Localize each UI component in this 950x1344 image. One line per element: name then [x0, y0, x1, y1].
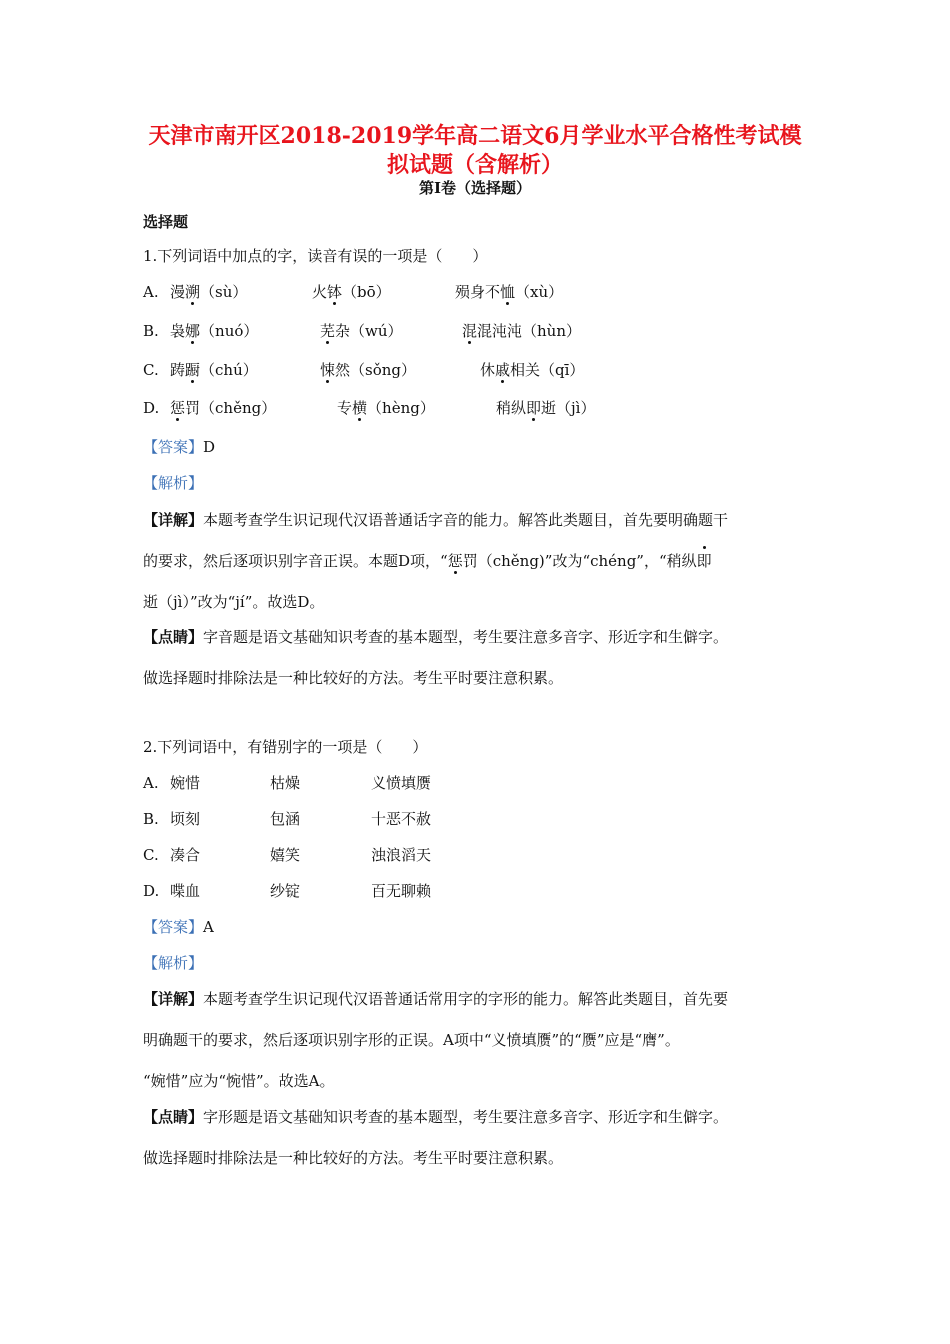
- tip-tag: 【点睛】: [143, 628, 204, 646]
- dotted-char: 惩: [447, 552, 463, 570]
- option-word: 纱锭: [270, 882, 301, 900]
- option-word: 义愤填赝: [371, 774, 432, 792]
- option-word: [320, 321, 403, 341]
- option-word: 凑合: [170, 846, 201, 864]
- option-word: [480, 360, 584, 380]
- q1-stem: 1.下列词语中加点的字，读音有误的一项是（ ）: [143, 247, 488, 265]
- q2-tip-line-2: 做选择题时排除法是一种比较好的方法。考生平时要注意积累。: [143, 1149, 564, 1167]
- title-line-1: 天津市南开区2018-2019学年高二语文6月学业水平合格性考试模: [148, 123, 802, 149]
- option-word: [455, 282, 563, 302]
- option-word: [170, 282, 247, 302]
- q2-detail-line-1: [143, 989, 728, 1009]
- dotted-char: 溯: [185, 283, 201, 301]
- answer-value: D: [203, 438, 216, 456]
- q1-detail-line-2: [143, 551, 712, 571]
- option-letter: C.: [143, 846, 159, 864]
- detail-text-a: 的要求，然后逐项识别字音正误。本题D项，“: [143, 552, 448, 570]
- q1-tip-line-1: [143, 627, 728, 647]
- word-part: （sù）: [200, 283, 248, 301]
- word-part: （chú）: [200, 361, 258, 379]
- detail-text-b: 罚（chěng)”改为“chéng”，“稍纵: [462, 552, 697, 570]
- q2-tip-line-1: [143, 1107, 728, 1127]
- option-word: 十恶不赦: [371, 810, 432, 828]
- question-type-heading: 选择题: [143, 213, 189, 231]
- word-part: 殒身不: [455, 283, 501, 301]
- q2-analysis-tag: 【解析】: [143, 954, 204, 972]
- detail-tag: 【详解】: [143, 511, 204, 529]
- detail-tag: 【详解】: [143, 990, 204, 1008]
- option-word: 顷刻: [170, 810, 201, 828]
- word-part: 杂（wú）: [335, 322, 403, 340]
- title-line-2: 拟试题（含解析）: [386, 152, 563, 178]
- word-part: 休: [480, 361, 496, 379]
- dotted-char: 蹰: [185, 361, 201, 379]
- option-letter: B.: [143, 322, 159, 340]
- q2-answer: [143, 917, 214, 937]
- option-letter: A.: [143, 774, 159, 792]
- q2-detail-line-3: “婉惜”应为“惋惜”。故选A。: [143, 1072, 335, 1090]
- dotted-char: 戚: [495, 361, 511, 379]
- option-word: 婉惜: [170, 774, 201, 792]
- option-letter: D.: [143, 399, 160, 417]
- q2-detail-line-2: 明确题干的要求，然后逐项识别字形的正误。A项中“义愤填赝”的“赝”应是“膺”。: [143, 1031, 680, 1049]
- option-word: [170, 321, 258, 341]
- word-part: 罚（chěng）: [185, 399, 277, 417]
- q1-tip-line-2: 做选择题时排除法是一种比较好的方法。考生平时要注意积累。: [143, 669, 564, 687]
- option-word: [496, 398, 595, 418]
- word-part: 踌: [170, 361, 186, 379]
- word-part: （bō）: [342, 283, 391, 301]
- dotted-char: 即: [696, 552, 712, 570]
- word-part: （nuó）: [200, 322, 259, 340]
- detail-text: 本题考查学生识记现代汉语普通话字音的能力。解答此类题目，首先要明确题干: [203, 511, 729, 529]
- word-part: 袅: [170, 322, 186, 340]
- document-title: [100, 122, 850, 180]
- tip-text: 字音题是语文基础知识考查的基本题型，考生要注意多音字、形近字和生僻字。: [203, 628, 729, 646]
- dotted-char: 即: [526, 399, 542, 417]
- word-part: （hèng）: [367, 399, 435, 417]
- answer-tag: 【答案】: [143, 438, 204, 456]
- option-word: [337, 398, 435, 418]
- option-word: 百无聊赖: [371, 882, 432, 900]
- section-title: 第Ⅰ卷（选择题）: [418, 179, 532, 197]
- option-word: [312, 282, 391, 302]
- dotted-char: 娜: [185, 322, 201, 340]
- option-word: 喋血: [170, 882, 201, 900]
- q2-stem: 2.下列词语中，有错别字的一项是（ ）: [143, 738, 428, 756]
- q1-answer: [143, 437, 215, 457]
- q1-detail-line-3: 逝（jì）”改为“jí”。故选D。: [143, 593, 325, 611]
- dotted-char: 悚: [320, 361, 336, 379]
- option-word: 枯燥: [270, 774, 301, 792]
- dotted-char: 钵: [327, 283, 343, 301]
- dotted-char: 混: [462, 322, 478, 340]
- dotted-char: 横: [352, 399, 368, 417]
- q1-detail-line-1: [143, 510, 728, 530]
- word-part: 火: [312, 283, 328, 301]
- option-letter: A.: [143, 283, 159, 301]
- answer-value: A: [203, 918, 214, 936]
- option-word: [170, 398, 276, 418]
- option-word: [320, 360, 416, 380]
- word-part: 漫: [170, 283, 186, 301]
- word-part: 稍纵: [496, 399, 527, 417]
- q1-analysis-tag: 【解析】: [143, 474, 204, 492]
- word-part: 相关（qī）: [510, 361, 585, 379]
- detail-text: 本题考查学生识记现代汉语普通话常用字的字形的能力。解答此类题目，首先要: [203, 990, 729, 1008]
- option-word: 嬉笑: [270, 846, 301, 864]
- option-word: 包涵: [270, 810, 301, 828]
- option-word: [462, 321, 581, 341]
- word-part: 然（sǒng）: [335, 361, 417, 379]
- answer-tag: 【答案】: [143, 918, 204, 936]
- option-letter: B.: [143, 810, 159, 828]
- word-part: 逝（jì）: [541, 399, 596, 417]
- option-word: [170, 360, 258, 380]
- word-part: 混沌沌（hùn）: [477, 322, 581, 340]
- option-letter: C.: [143, 361, 159, 379]
- word-part: （xù）: [515, 283, 564, 301]
- dotted-char: 恤: [500, 283, 516, 301]
- word-part: 专: [337, 399, 353, 417]
- option-letter: D.: [143, 882, 160, 900]
- tip-text: 字形题是语文基础知识考查的基本题型，考生要注意多音字、形近字和生僻字。: [203, 1108, 729, 1126]
- tip-tag: 【点睛】: [143, 1108, 204, 1126]
- option-word: 浊浪滔天: [371, 846, 432, 864]
- dotted-char: 惩: [170, 399, 186, 417]
- dotted-char: 芜: [320, 322, 336, 340]
